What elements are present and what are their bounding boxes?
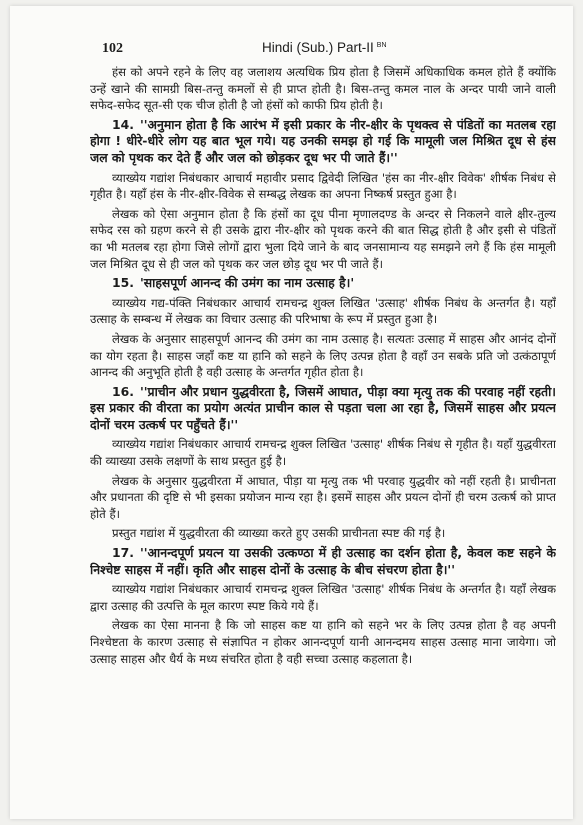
page-number: 102 [102, 41, 123, 56]
section-number: 14. [112, 116, 134, 132]
section-16-quote [90, 384, 556, 434]
section-15-paragraph-2: लेखक के अनुसार साहसपूर्ण आनन्द की उमंग का नाम उत्साह है। सत्यतः उत्साह में साहस और आनंद दोनों का योग रहता है। साहस जहाँ कष्ट या हानि को सहने के लिए उत्पन्न होता है वहाँ उन सबके प्रति जो उत्कंठापूर्ण आनन्द की अनुभूति होती है वही उत्साह के अन्तर्गत गृहीत होता है। [90, 331, 556, 380]
section-15-quote [90, 275, 556, 292]
section-17-quote [90, 545, 556, 578]
section-number: 15. [112, 275, 134, 291]
quote-text: 'साहसपूर्ण आनन्द की उमंग का नाम उत्साह है।' [139, 275, 355, 291]
section-17-paragraph-1: व्याख्येय गद्यांश निबंधकार आचार्य रामचन्द्र शुक्ल लिखित 'उत्साह' शीर्षक निबंध के अन्तर्गत है। यहाँ लेखक द्वारा उत्साह की उत्पत्ति के मूल कारण स्पष्ट किये गये हैं। [90, 582, 556, 613]
page-header [102, 40, 542, 60]
section-17-paragraph-2: लेखक का ऐसा मानना है कि जो साहस कष्ट या हानि को सहने भर के लिए उत्पन्न होता है वह अपनी निश्चेष्टता के कारण उत्साह से संज्ञापित न होकर आनन्दपूर्ण यानी आनन्दमय साहस उत्साह माना जायेगा। जो उत्साह साहस और धैर्य के मध्य संचरित होता है वही सच्चा उत्साह कहलाता है। [90, 618, 556, 666]
section-16-paragraph-3: प्रस्तुत गद्यांश में युद्धवीरता की व्याख्या करते हुए उसकी प्राचीनता स्पष्ट की गई है। [112, 526, 446, 541]
section-14-paragraph-1: व्याख्येय गद्यांश निबंधकार आचार्य महावीर प्रसाद द्विवेदी लिखित 'हंस का नीर-क्षीर विवेक' शीर्षक निबंध से गृहीत है। यहाँ हंस के नीर-क्षीर-विवेक से सम्बद्ध लेखक का अपना निष्कर्ष प्रस्तुत हुआ है। [90, 170, 556, 202]
section-number: 17. [112, 545, 134, 561]
section-number: 16. [112, 383, 134, 399]
running-title [262, 40, 387, 55]
running-title-text: Hindi (Sub.) Part-II [262, 40, 374, 55]
quote-text: ''अनुमान होता है कि आरंभ में इसी प्रकार के नीर-क्षीर के पृथक्त्व से पंडितों का मतलब रहा होगा ! धीरे-धीरे लोग यह बात भूल गये। यह उनकी समझ हो गई कि मामूली जल मिश्रित दूध से हंस जल को पृथक कर देते हैं और जल को छोड़कर दूध भर पी जाते हैं।'' [90, 116, 556, 165]
section-14-paragraph-2: लेखक को ऐसा अनुमान होता है कि हंसों का दूध पीना मृणालदण्ड के अन्दर से निकलने वाले क्षीर-तुल्य सफेद रस को ग्रहण करने से ही उसके द्वारा नीर-क्षीर को पृथक करने की बात सिद्ध होती है और इसी से पंडितों का भी मतलब रहा होगा जिसे लोगों द्वारा भुला दिये जाने के बाद जनसामान्य यह समझने लगे हैं कि हंस मामूली जल मिश्रित दूध से ही जल को पृथक कर जल छोड़ दूध भर पी जाते हैं। [90, 206, 556, 271]
running-title-sup: BN [376, 41, 387, 49]
page-body [90, 64, 556, 802]
section-16-paragraph-2: लेखक के अनुसार युद्धवीरता में आघात, पीड़ा या मृत्यु तक भी परवाह युद्धवीर को नहीं रहती है। प्राचीनता और प्रधानता की दृष्टि से भी इसका प्रयोजन मान्य रहा है। इसमें साहस और प्रयत्न दोनों ही चरम उत्कर्ष को प्राप्त होते हैं। [90, 473, 556, 521]
section-15-paragraph-1: व्याख्येय गद्य-पंक्ति निबंधकार आचार्य रामचन्द्र शुक्ल लिखित 'उत्साह' शीर्षक निबंध के अन्तर्गत है। यहाँ उत्साह के सम्बन्ध में लेखक का विचार उत्साह की परिभाषा के रूप में प्रस्तुत हुआ है। [90, 295, 556, 327]
section-14-quote [90, 117, 556, 167]
quote-text: ''आनन्दपूर्ण प्रयत्न या उसकी उत्कण्ठा में ही उत्साह का दर्शन होता है, केवल कष्ट सहने के निश्चेष्ट साहस में नहीं। कृति और साहस दोनों के उत्साह के बीच संचरण होता है।'' [90, 545, 556, 577]
document-page [10, 6, 573, 819]
quote-text: ''प्राचीन और प्रधान युद्धवीरता है, जिसमें आघात, पीड़ा क्या मृत्यु तक की परवाह नहीं रहती। इस प्रकार की वीरता का प्रयोग अत्यंत प्राचीन काल से पड़ता चला आ रहा है, जिसमें साहस और प्रयत्न दोनों चरम उत्कर्ष पर पहुँचते हैं।'' [90, 383, 556, 432]
section-16-paragraph-1: व्याख्येय गद्यांश निबंधकार आचार्य रामचन्द्र शुक्ल लिखित 'उत्साह' शीर्षक निबंध से गृहीत है। यहाँ युद्धवीरता की व्याख्या उसके लक्षणों के साथ प्रस्तुत हुई है। [90, 437, 556, 469]
intro-paragraph: हंस को अपने रहने के लिए वह जलाशय अत्यधिक प्रिय होता है जिसमें अधिकाधिक कमल होते हैं क्योंकि उन्हें खाने की सामग्री बिस-तन्तु कमलों से ही प्राप्त होती है। बिस-तन्तु कमल नाल के अन्दर पायी जाने वाली सफेद-सफेद सूत-सी एक चीज होती है जो हंसों को काफी प्रिय होती है। [90, 65, 556, 113]
